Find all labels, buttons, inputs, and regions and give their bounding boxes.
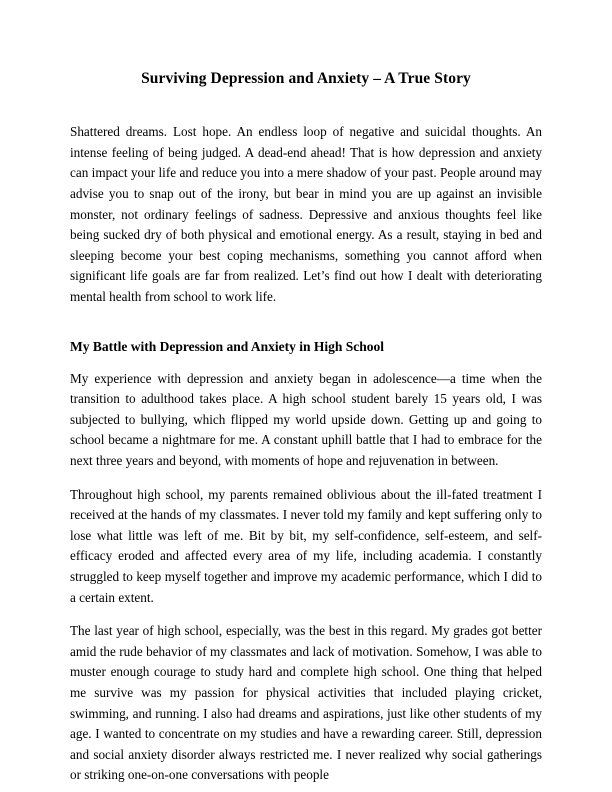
spacer-title xyxy=(70,89,542,122)
body-paragraph: The last year of high school, especially, was the best in this regard. My grades got better amid the rude behavior of my classmates and lack of motivation. Somehow, I was able to muster enough courage to study hard and complete high school. One thing that helped me survive was my passion for physical activities that included playing cricket, swimming, and running. I also had dreams and aspirations, just like other students of my age. I wanted to concentrate on my studies and have a rewarding career. Still, depression and social anxiety disorder always restricted me. I never realized why social gatherings or striking one-on-one conversations with people xyxy=(70,623,542,783)
page-title: Surviving Depression and Anxiety – A True Story xyxy=(141,70,471,87)
spacer-paragraph xyxy=(70,472,542,485)
body-paragraph: Throughout high school, my parents remained oblivious about the ill-fated treatment I received at the hands of my classmates. I never told my family and kept suffering only to lose what little was left of me. Bit by bit, my self-confidence, self-esteem, and self-efficacy eroded and affected every area of my life, including academia. I constantly struggled to keep myself together and improve my academic performance, which I did to a certain extent. xyxy=(70,486,542,605)
section-heading-high-school: My Battle with Depression and Anxiety in High School xyxy=(70,339,385,355)
spacer-after-heading xyxy=(70,357,542,369)
document-content xyxy=(70,0,542,786)
spacer-paragraph xyxy=(70,608,542,621)
intro-paragraph: Shattered dreams. Lost hope. An endless loop of negative and suicidal thoughts. An intense feeling of being judged. A dead-end ahead! That is how depression and anxiety can impact your life and reduce you into a mere shadow of your past. People around may advise you to snap out of the irony, but bear in mind you are up against an invisible monster, not ordinary feelings of sadness. Depressive and anxious thoughts feel like being sucked dry of both physical and emotional energy. As a result, staying in bed and sleeping become your best coping mechanisms, something you cannot afford when significant life goals are far from realized. Let’s find out how I dealt with deteriorating mental health from school to work life. xyxy=(70,124,542,304)
spacer-before-heading xyxy=(70,307,542,338)
body-paragraph: My experience with depression and anxiety began in adolescence—a time when the transition to adulthood takes place. A high school student barely 15 years old, I was subjected to bullying, which flipped my world upside down. Getting up and going to school became a nightmare for me. A constant uphill battle that I had to embrace for the next three years and beyond, with moments of hope and rejuvenation in between. xyxy=(70,370,542,469)
